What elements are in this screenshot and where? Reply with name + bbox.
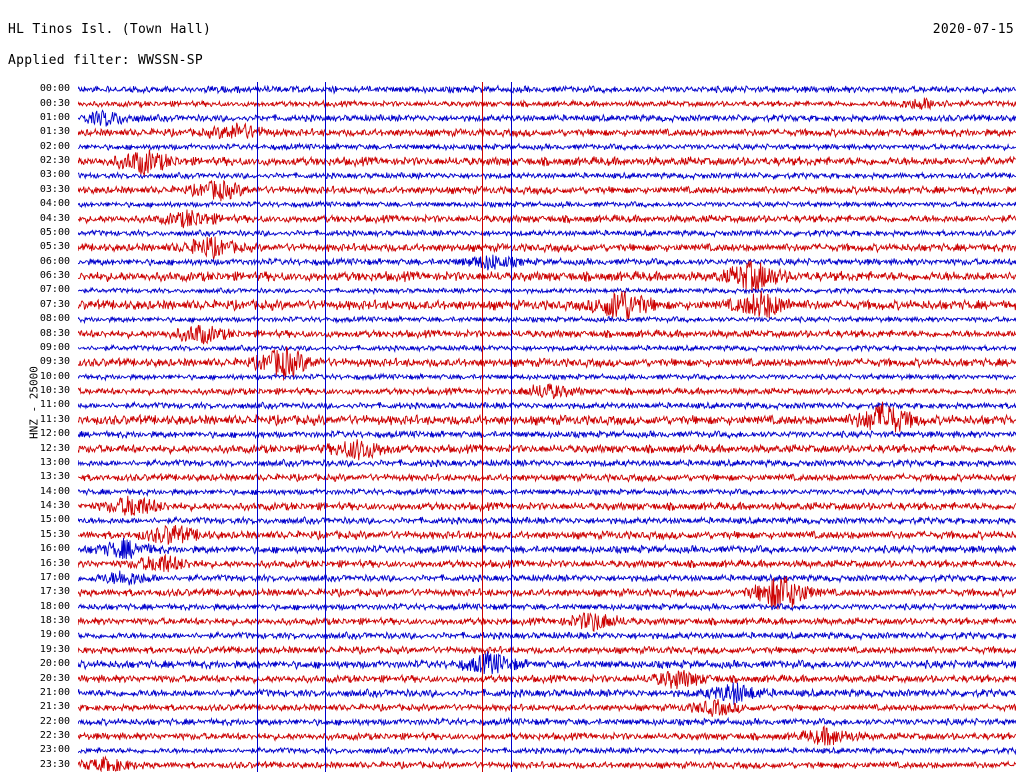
trace-line bbox=[78, 123, 1016, 139]
time-tick-label: 07:00 bbox=[39, 284, 70, 296]
time-tick-label: 20:30 bbox=[39, 672, 70, 684]
time-tick-label: 10:30 bbox=[39, 385, 70, 397]
trace-line bbox=[78, 347, 1016, 380]
time-tick-label: 10:00 bbox=[39, 370, 70, 382]
time-tick-label: 12:30 bbox=[39, 442, 70, 454]
trace-line bbox=[78, 682, 1016, 704]
time-tick-label: 21:30 bbox=[39, 701, 70, 713]
time-tick-label: 14:00 bbox=[39, 485, 70, 497]
filter-label: Applied filter: WWSSN-SP bbox=[8, 53, 204, 68]
trace-line bbox=[78, 144, 1016, 150]
trace-line bbox=[78, 317, 1016, 323]
trace-line bbox=[78, 255, 1016, 271]
trace-line bbox=[78, 98, 1016, 110]
time-tick-label: 22:30 bbox=[39, 730, 70, 742]
time-axis bbox=[0, 82, 76, 772]
time-tick-label: 11:30 bbox=[39, 413, 70, 425]
seismogram-plot bbox=[78, 82, 1016, 772]
time-tick-label: 17:30 bbox=[39, 586, 70, 598]
time-tick-label: 05:00 bbox=[39, 226, 70, 238]
trace-line bbox=[78, 374, 1016, 380]
time-tick-label: 05:30 bbox=[39, 241, 70, 253]
trace-line bbox=[78, 646, 1016, 654]
time-tick-label: 17:00 bbox=[39, 571, 70, 583]
date-label: 2020-07-15 bbox=[932, 22, 1014, 37]
time-tick-label: 14:30 bbox=[39, 500, 70, 512]
trace-line bbox=[78, 632, 1016, 640]
trace-line bbox=[78, 149, 1016, 175]
time-tick-label: 02:00 bbox=[39, 140, 70, 152]
time-tick-label: 23:30 bbox=[39, 758, 70, 770]
trace-line bbox=[78, 345, 1016, 351]
trace-line bbox=[78, 726, 1016, 745]
trace-line bbox=[78, 384, 1016, 399]
time-tick-label: 15:00 bbox=[39, 514, 70, 526]
time-tick-label: 11:00 bbox=[39, 399, 70, 411]
time-tick-label: 01:30 bbox=[39, 126, 70, 138]
trace-line bbox=[78, 172, 1016, 179]
vertical-axis-label: HNZ - 25000 bbox=[27, 366, 41, 439]
trace-line bbox=[78, 571, 1016, 586]
time-tick-label: 20:00 bbox=[39, 658, 70, 670]
time-tick-label: 13:30 bbox=[39, 471, 70, 483]
trace-line bbox=[78, 699, 1016, 717]
trace-line bbox=[78, 474, 1016, 482]
trace-canvas bbox=[78, 82, 1016, 772]
trace-line bbox=[78, 525, 1016, 545]
time-tick-label: 12:00 bbox=[39, 428, 70, 440]
time-tick-label: 03:30 bbox=[39, 183, 70, 195]
time-tick-label: 22:00 bbox=[39, 715, 70, 727]
time-marker-line bbox=[325, 82, 326, 772]
time-tick-label: 01:00 bbox=[39, 111, 70, 123]
time-tick-label: 06:00 bbox=[39, 255, 70, 267]
time-tick-label: 06:30 bbox=[39, 270, 70, 282]
trace-line bbox=[78, 651, 1016, 674]
time-marker-line bbox=[482, 82, 483, 772]
trace-line bbox=[78, 110, 1016, 126]
trace-line bbox=[78, 459, 1016, 467]
time-tick-label: 00:30 bbox=[39, 97, 70, 109]
page-title: HL Tinos Isl. (Town Hall) bbox=[8, 22, 212, 37]
trace-line bbox=[78, 181, 1016, 202]
trace-line bbox=[78, 402, 1016, 409]
time-tick-label: 00:00 bbox=[39, 83, 70, 95]
trace-line bbox=[78, 288, 1016, 294]
trace-line bbox=[78, 431, 1016, 439]
time-tick-label: 04:00 bbox=[39, 198, 70, 210]
trace-line bbox=[78, 202, 1016, 208]
time-tick-label: 16:00 bbox=[39, 543, 70, 555]
time-tick-label: 09:30 bbox=[39, 356, 70, 368]
trace-line bbox=[78, 230, 1016, 237]
time-tick-label: 15:30 bbox=[39, 528, 70, 540]
trace-line bbox=[78, 496, 1016, 516]
time-tick-label: 08:30 bbox=[39, 327, 70, 339]
trace-line bbox=[78, 86, 1016, 93]
trace-line bbox=[78, 555, 1016, 572]
trace-line bbox=[78, 613, 1016, 631]
trace-line bbox=[78, 757, 1016, 771]
time-tick-label: 18:30 bbox=[39, 615, 70, 627]
time-tick-label: 04:30 bbox=[39, 212, 70, 224]
time-marker-line bbox=[511, 82, 512, 772]
time-tick-label: 21:00 bbox=[39, 686, 70, 698]
time-tick-label: 16:30 bbox=[39, 557, 70, 569]
time-tick-label: 23:00 bbox=[39, 744, 70, 756]
time-tick-label: 07:30 bbox=[39, 298, 70, 310]
trace-line bbox=[78, 489, 1016, 496]
time-marker-line bbox=[257, 82, 258, 772]
trace-line bbox=[78, 538, 1016, 559]
trace-line bbox=[78, 210, 1016, 229]
trace-line bbox=[78, 325, 1016, 344]
trace-line bbox=[78, 718, 1016, 726]
trace-line bbox=[78, 237, 1016, 260]
trace-line bbox=[78, 670, 1016, 689]
trace-line bbox=[78, 439, 1016, 460]
trace-line bbox=[78, 747, 1016, 754]
trace-line bbox=[78, 291, 1016, 321]
time-tick-label: 19:30 bbox=[39, 643, 70, 655]
trace-line bbox=[78, 517, 1016, 525]
trace-line bbox=[78, 604, 1016, 611]
time-tick-label: 13:00 bbox=[39, 456, 70, 468]
time-tick-label: 19:00 bbox=[39, 629, 70, 641]
time-tick-label: 03:00 bbox=[39, 169, 70, 181]
time-tick-label: 08:00 bbox=[39, 313, 70, 325]
time-tick-label: 02:30 bbox=[39, 155, 70, 167]
time-tick-label: 09:00 bbox=[39, 341, 70, 353]
time-tick-label: 18:00 bbox=[39, 600, 70, 612]
